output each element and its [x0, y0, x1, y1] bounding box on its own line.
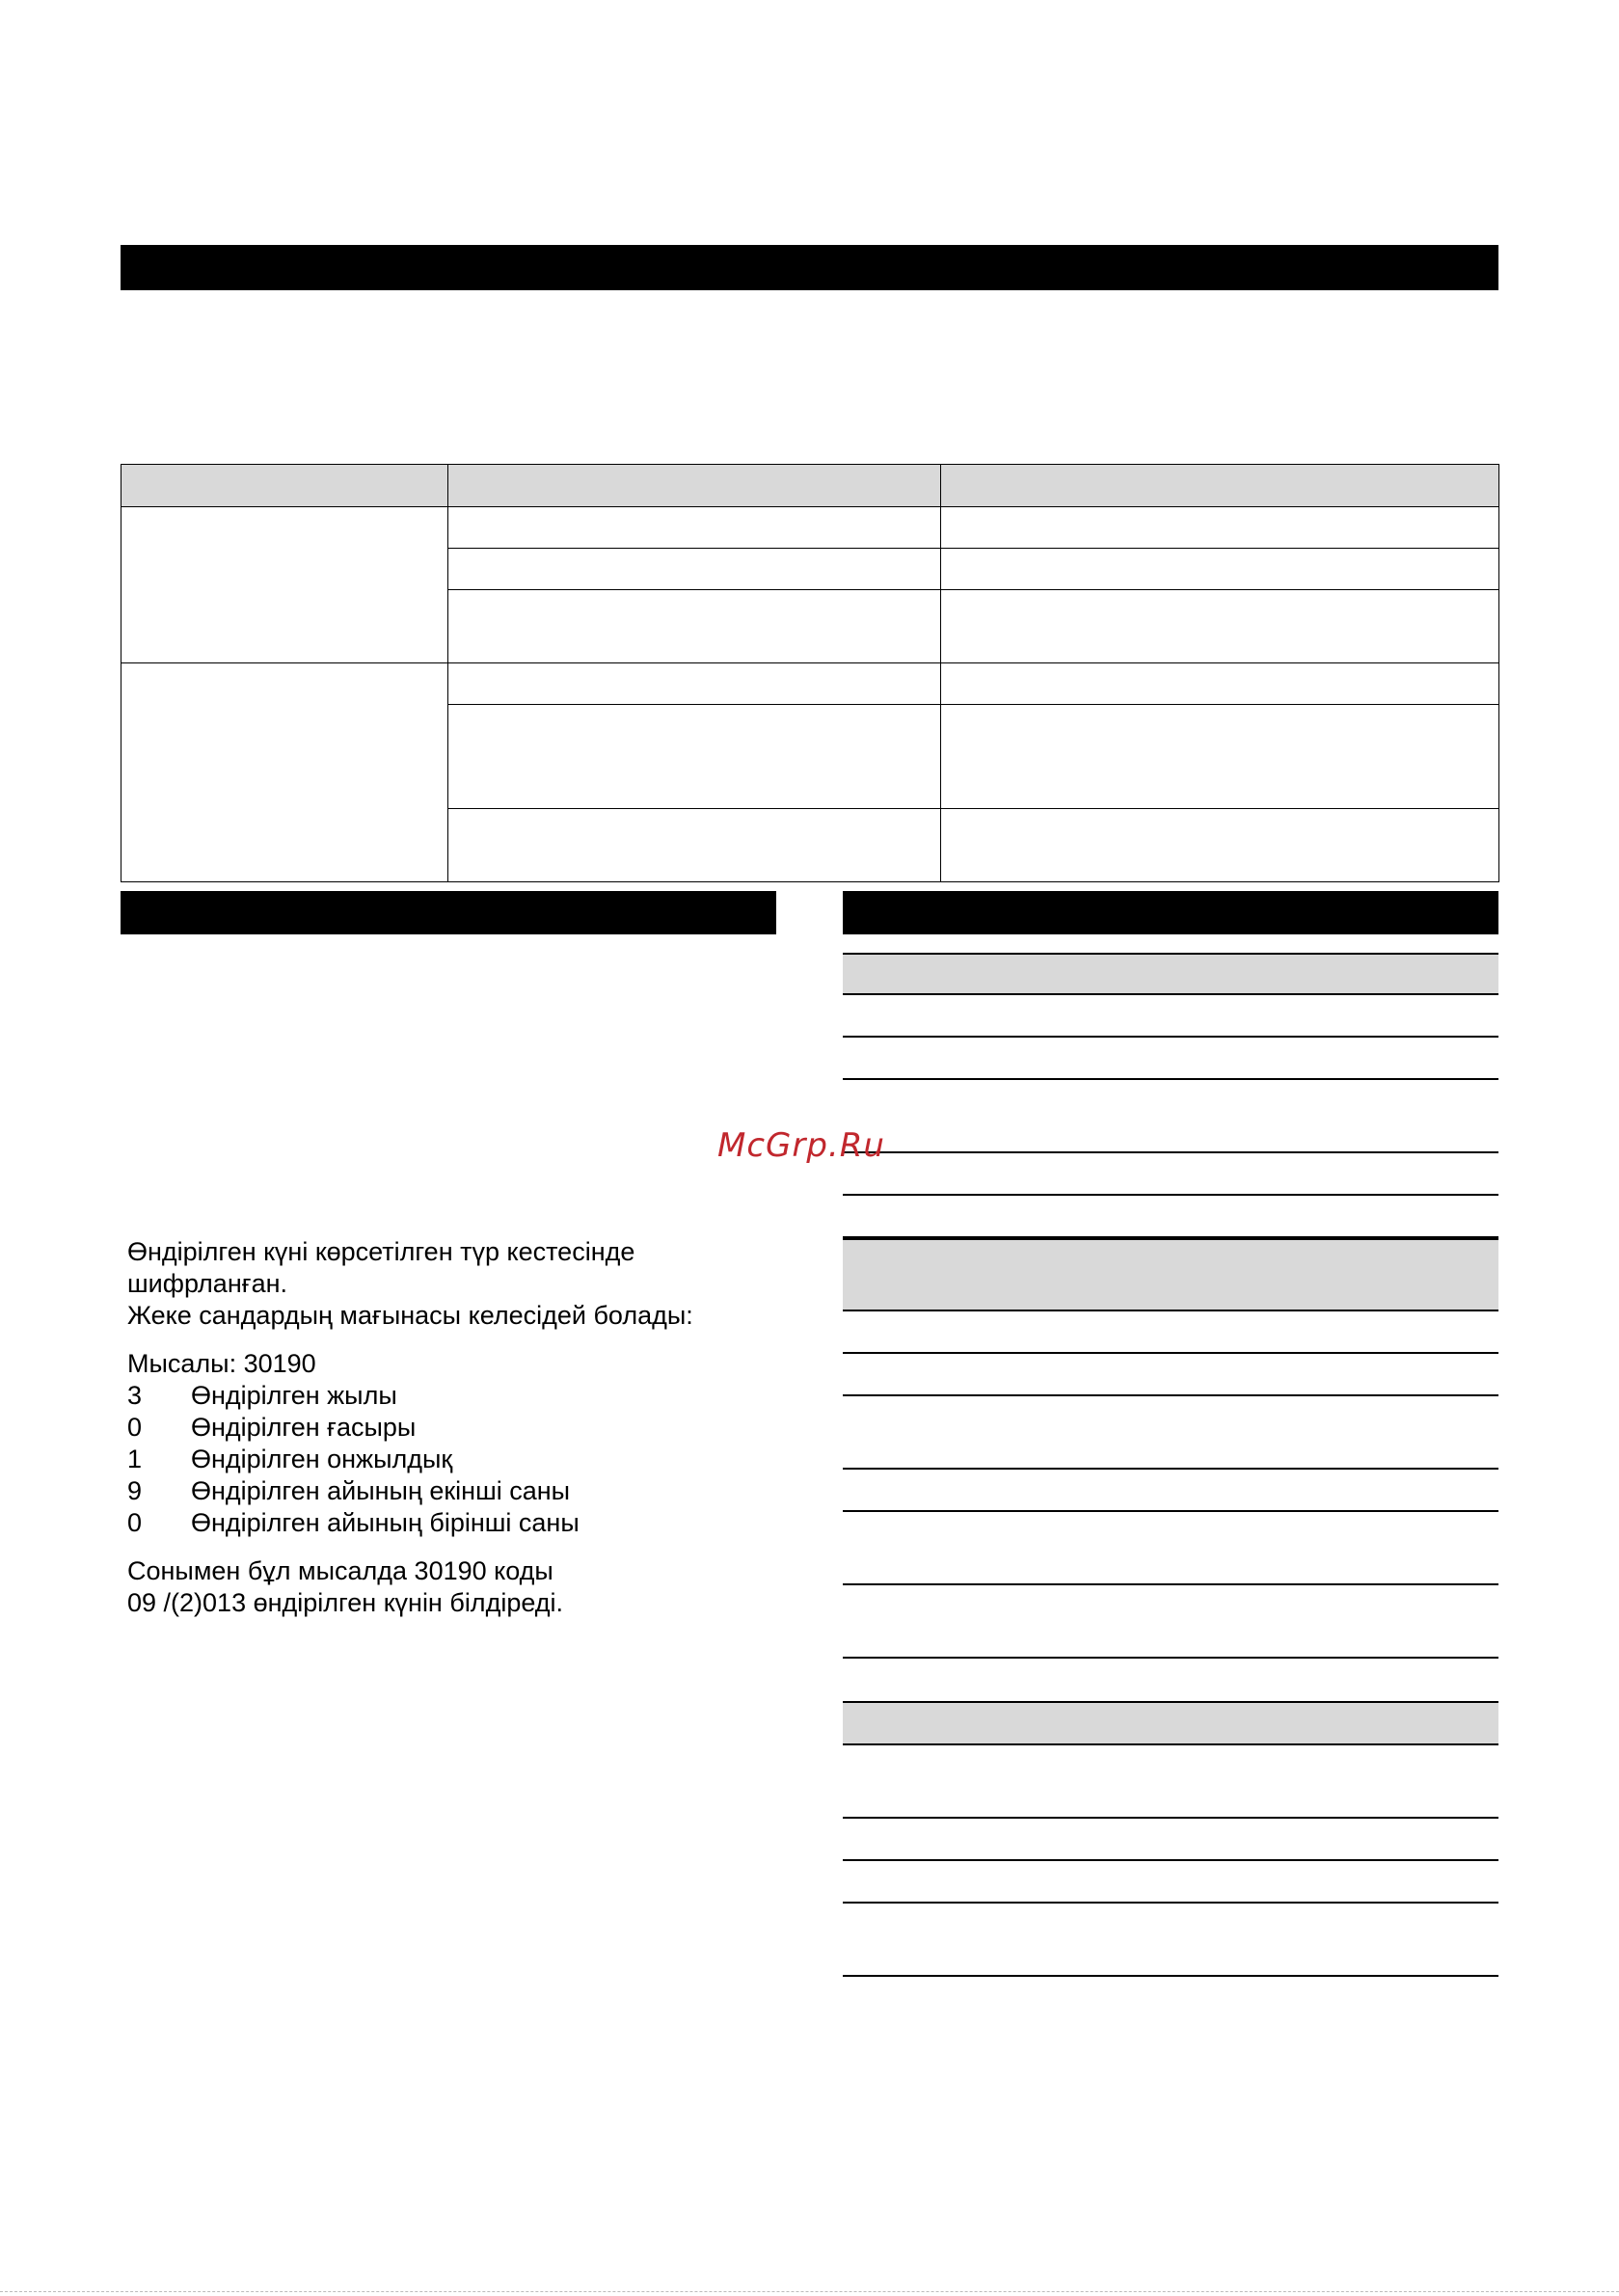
summary-line-2: 09 /(2)013 өндірілген күнін білдіреді.: [127, 1588, 564, 1617]
spec-spacer: [843, 1659, 1498, 1701]
list-digit: 0: [127, 1413, 143, 1442]
left-section-header-bar: [121, 891, 776, 934]
spec-row: [843, 1153, 1498, 1196]
list-item: [127, 1444, 783, 1475]
table-row: [121, 507, 1499, 549]
spec-row: [843, 1396, 1498, 1470]
list-item: [127, 1412, 783, 1444]
table-header-cell: [121, 465, 448, 507]
table-cell: [448, 705, 941, 809]
table-cell: [941, 549, 1499, 590]
table-cell: [941, 705, 1499, 809]
list-meaning: Өндірілген жылы: [191, 1381, 397, 1410]
list-meaning: Өндірілген ғасыры: [191, 1413, 417, 1442]
table-cell: [448, 590, 941, 663]
spec-row: [843, 1196, 1498, 1238]
page-edge-line: [0, 2291, 1619, 2292]
table-header-cell: [448, 465, 941, 507]
table-cell: [941, 809, 1499, 882]
table-cell: [941, 507, 1499, 549]
list-digit: 9: [127, 1476, 143, 1505]
spec-row: [843, 1819, 1498, 1861]
spec-row: [843, 995, 1498, 1038]
list-digit: 1: [127, 1445, 143, 1473]
table-header-row: [121, 465, 1499, 507]
list-digit: 0: [127, 1508, 143, 1537]
summary-line-1: Сонымен бұл мысалда 30190 коды: [127, 1556, 553, 1585]
list-meaning: Өндірілген онжылдық: [191, 1445, 453, 1473]
specifications-list: [843, 953, 1498, 1977]
intro-line-2: шифрланған.: [127, 1269, 288, 1298]
example-code: Мысалы: 30190: [127, 1349, 316, 1378]
table-cell: [448, 809, 941, 882]
list-item: [127, 1507, 783, 1539]
spec-group-header: [843, 953, 1498, 995]
list-meaning: Өндірілген айының екінші саны: [191, 1476, 571, 1505]
table-header-cell: [941, 465, 1499, 507]
intro-line-3: Жеке сандардың мағынасы келесідей болады:: [127, 1301, 693, 1330]
table-row: [121, 663, 1499, 705]
intro-line-1: Өндірілген күні көрсетілген түр кестесінде: [127, 1237, 635, 1266]
table-cell: [448, 507, 941, 549]
spec-row: [843, 1311, 1498, 1354]
spec-row: [843, 1512, 1498, 1585]
table-cell: [448, 549, 941, 590]
spec-row: [843, 1080, 1498, 1153]
list-item: [127, 1475, 783, 1507]
spec-row: [843, 1354, 1498, 1396]
list-meaning: Өндірілген айының бірінші саны: [191, 1508, 580, 1537]
table-cell: [941, 590, 1499, 663]
spec-row: [843, 1038, 1498, 1080]
spec-row: [843, 1585, 1498, 1659]
list-digit: 3: [127, 1381, 143, 1410]
spec-row: [843, 1861, 1498, 1904]
spec-group-header: [843, 1701, 1498, 1745]
spec-group-header: [843, 1238, 1498, 1311]
table-cell: [448, 663, 941, 705]
spec-row: [843, 1470, 1498, 1512]
section-header-bar: [121, 245, 1498, 290]
spec-row: [843, 1904, 1498, 1977]
table-cell: [941, 663, 1499, 705]
troubleshooting-table: [121, 464, 1499, 882]
table-cell: [121, 507, 448, 663]
spec-row: [843, 1745, 1498, 1819]
table-cell: [121, 663, 448, 882]
list-item: [127, 1380, 783, 1412]
watermark-text: McGrp.Ru: [717, 1126, 885, 1165]
manufacture-date-section: [127, 1236, 783, 1619]
right-section-header-bar: [843, 891, 1498, 934]
